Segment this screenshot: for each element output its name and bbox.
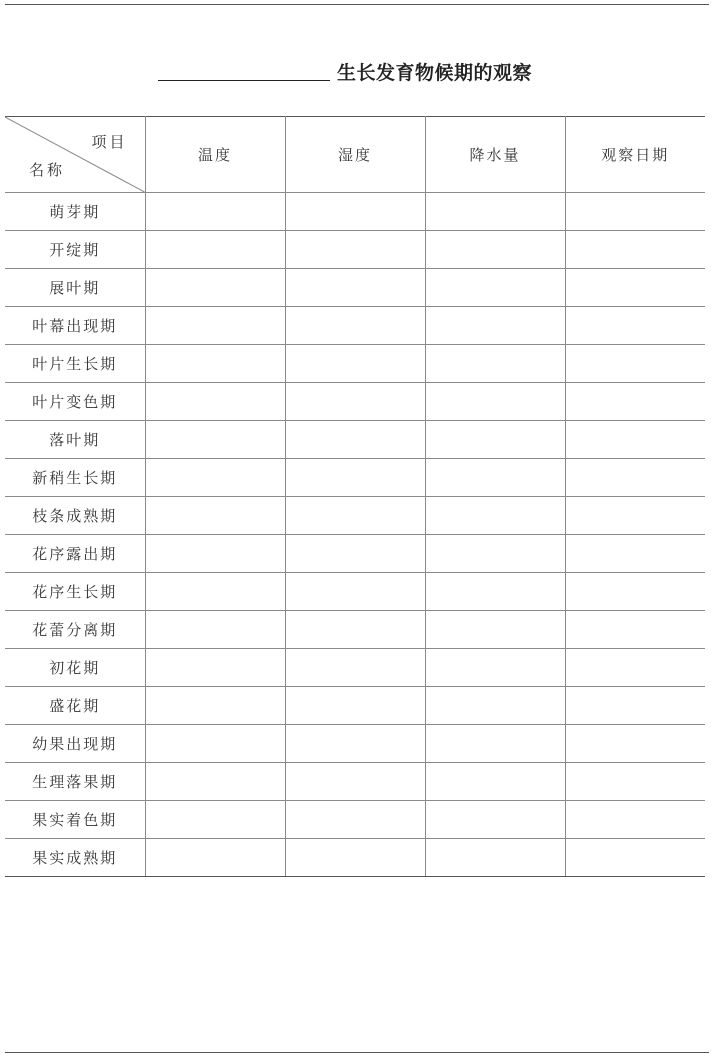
precipitation-cell[interactable] [425, 193, 565, 231]
phenophase-name-cell: 生理落果期 [5, 763, 145, 801]
phenophase-name-cell: 盛花期 [5, 687, 145, 725]
phenophase-name-cell: 花序露出期 [5, 535, 145, 573]
humidity-cell[interactable] [285, 839, 425, 877]
title-blank-line [158, 80, 330, 81]
observation-date-cell[interactable] [565, 573, 705, 611]
table-row [5, 649, 705, 687]
temperature-cell[interactable] [145, 649, 285, 687]
page-title: 生长发育物候期的观察 [337, 62, 533, 84]
phenophase-name-cell: 叶幕出现期 [5, 307, 145, 345]
observation-date-cell[interactable] [565, 231, 705, 269]
precipitation-cell[interactable] [425, 383, 565, 421]
phenophase-name-cell: 新稍生长期 [5, 459, 145, 497]
temperature-cell[interactable] [145, 725, 285, 763]
humidity-cell[interactable] [285, 763, 425, 801]
table-row [5, 459, 705, 497]
table-row [5, 231, 705, 269]
humidity-cell[interactable] [285, 573, 425, 611]
temperature-cell[interactable] [145, 763, 285, 801]
observation-date-cell[interactable] [565, 269, 705, 307]
table-row [5, 269, 705, 307]
top-rule [5, 4, 709, 5]
header-row [5, 117, 705, 193]
observation-date-cell[interactable] [565, 535, 705, 573]
observation-date-cell[interactable] [565, 307, 705, 345]
table-body [5, 193, 705, 877]
bottom-rule [5, 1052, 709, 1053]
observation-date-cell[interactable] [565, 763, 705, 801]
column-header-precipitation: 降水量 [425, 117, 565, 193]
precipitation-cell[interactable] [425, 611, 565, 649]
precipitation-cell[interactable] [425, 801, 565, 839]
corner-header-cell [5, 117, 145, 193]
observation-date-cell[interactable] [565, 421, 705, 459]
table-row [5, 497, 705, 535]
humidity-cell[interactable] [285, 383, 425, 421]
table-row [5, 687, 705, 725]
temperature-cell[interactable] [145, 801, 285, 839]
temperature-cell[interactable] [145, 421, 285, 459]
table-row [5, 307, 705, 345]
table-row [5, 725, 705, 763]
phenophase-name-cell: 展叶期 [5, 269, 145, 307]
column-header-temperature: 温度 [145, 117, 285, 193]
temperature-cell[interactable] [145, 839, 285, 877]
humidity-cell[interactable] [285, 345, 425, 383]
humidity-cell[interactable] [285, 801, 425, 839]
phenophase-name-cell: 果实成熟期 [5, 839, 145, 877]
phenophase-name-cell: 果实着色期 [5, 801, 145, 839]
precipitation-cell[interactable] [425, 307, 565, 345]
precipitation-cell[interactable] [425, 459, 565, 497]
phenophase-name-cell: 落叶期 [5, 421, 145, 459]
humidity-cell[interactable] [285, 307, 425, 345]
table-row [5, 383, 705, 421]
temperature-cell[interactable] [145, 497, 285, 535]
column-header-humidity: 湿度 [285, 117, 425, 193]
humidity-cell[interactable] [285, 269, 425, 307]
phenophase-name-cell: 初花期 [5, 649, 145, 687]
precipitation-cell[interactable] [425, 535, 565, 573]
table-row [5, 573, 705, 611]
table-row [5, 839, 705, 877]
precipitation-cell[interactable] [425, 497, 565, 535]
humidity-cell[interactable] [285, 611, 425, 649]
temperature-cell[interactable] [145, 459, 285, 497]
precipitation-cell[interactable] [425, 573, 565, 611]
observation-date-cell[interactable] [565, 687, 705, 725]
observation-date-cell[interactable] [565, 459, 705, 497]
observation-date-cell[interactable] [565, 801, 705, 839]
humidity-cell[interactable] [285, 459, 425, 497]
observation-date-cell[interactable] [565, 611, 705, 649]
precipitation-cell[interactable] [425, 269, 565, 307]
diagonal-divider [5, 117, 145, 192]
observation-table [5, 116, 705, 877]
observation-date-cell[interactable] [565, 725, 705, 763]
table-row [5, 345, 705, 383]
observation-date-cell[interactable] [565, 649, 705, 687]
precipitation-cell[interactable] [425, 725, 565, 763]
temperature-cell[interactable] [145, 269, 285, 307]
precipitation-cell[interactable] [425, 421, 565, 459]
phenophase-name-cell: 叶片生长期 [5, 345, 145, 383]
humidity-cell[interactable] [285, 687, 425, 725]
column-header-observation-date: 观察日期 [565, 117, 705, 193]
phenophase-name-cell: 叶片变色期 [5, 383, 145, 421]
phenophase-name-cell: 花序生长期 [5, 573, 145, 611]
temperature-cell[interactable] [145, 307, 285, 345]
temperature-cell[interactable] [145, 611, 285, 649]
observation-date-cell[interactable] [565, 345, 705, 383]
temperature-cell[interactable] [145, 231, 285, 269]
humidity-cell[interactable] [285, 231, 425, 269]
precipitation-cell[interactable] [425, 763, 565, 801]
observation-date-cell[interactable] [565, 193, 705, 231]
temperature-cell[interactable] [145, 193, 285, 231]
table-row [5, 421, 705, 459]
corner-label-item: 项目 [91, 133, 128, 151]
title-row [0, 58, 714, 86]
temperature-cell[interactable] [145, 573, 285, 611]
phenophase-name-cell: 萌芽期 [5, 193, 145, 231]
corner-label-name: 名称 [29, 161, 66, 179]
phenophase-name-cell: 开绽期 [5, 231, 145, 269]
humidity-cell[interactable] [285, 193, 425, 231]
phenophase-name-cell: 花蕾分离期 [5, 611, 145, 649]
precipitation-cell[interactable] [425, 231, 565, 269]
precipitation-cell[interactable] [425, 839, 565, 877]
temperature-cell[interactable] [145, 345, 285, 383]
phenophase-name-cell: 幼果出现期 [5, 725, 145, 763]
observation-date-cell[interactable] [565, 839, 705, 877]
humidity-cell[interactable] [285, 535, 425, 573]
precipitation-cell[interactable] [425, 687, 565, 725]
table-row [5, 763, 705, 801]
observation-date-cell[interactable] [565, 497, 705, 535]
humidity-cell[interactable] [285, 497, 425, 535]
temperature-cell[interactable] [145, 383, 285, 421]
humidity-cell[interactable] [285, 725, 425, 763]
precipitation-cell[interactable] [425, 649, 565, 687]
temperature-cell[interactable] [145, 535, 285, 573]
table-row [5, 535, 705, 573]
observation-date-cell[interactable] [565, 383, 705, 421]
table-row [5, 193, 705, 231]
humidity-cell[interactable] [285, 649, 425, 687]
table-row [5, 611, 705, 649]
table-row [5, 801, 705, 839]
phenophase-name-cell: 枝条成熟期 [5, 497, 145, 535]
humidity-cell[interactable] [285, 421, 425, 459]
precipitation-cell[interactable] [425, 345, 565, 383]
temperature-cell[interactable] [145, 687, 285, 725]
